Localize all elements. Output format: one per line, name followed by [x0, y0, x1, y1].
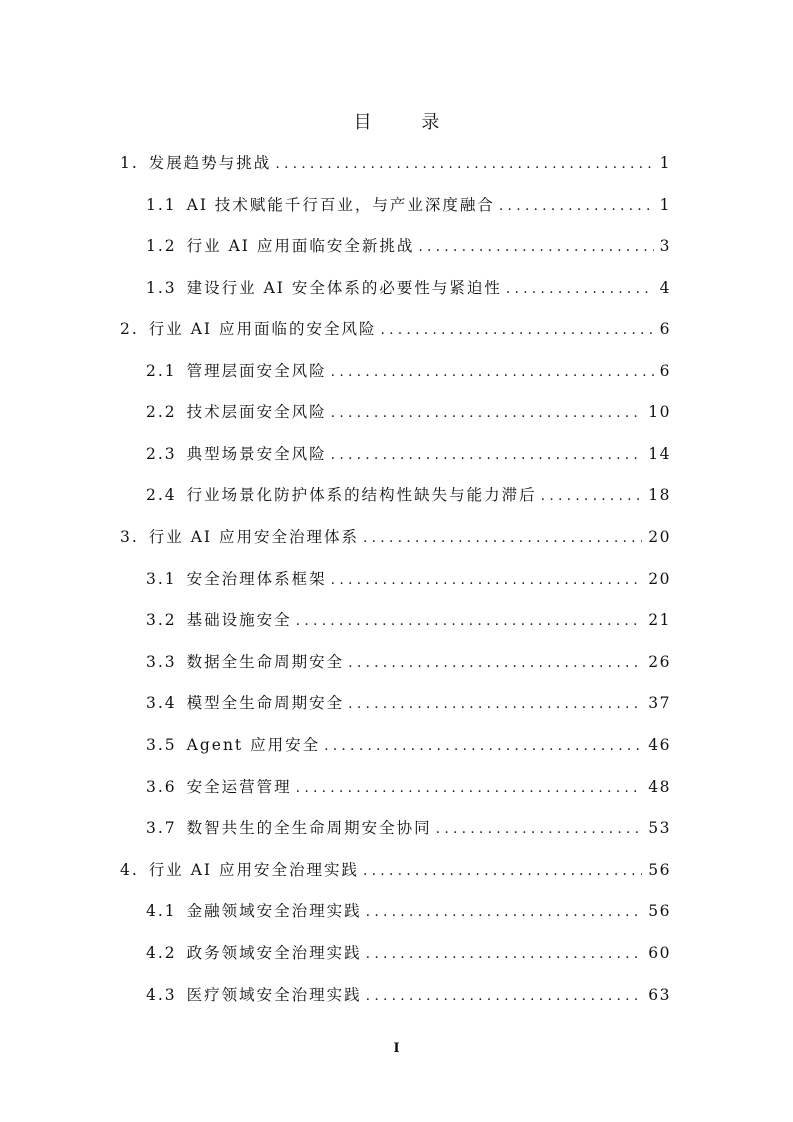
toc-entry-title: 数智共生的全生命周期安全协同 — [186, 819, 432, 837]
toc-entry-number: 2. — [120, 320, 139, 338]
toc-dot-leader — [436, 816, 643, 842]
toc-dot-leader — [324, 733, 642, 759]
toc-entry[interactable] — [146, 982, 671, 1008]
toc-entry-title: 行业 AI 应用面临安全新挑战 — [186, 237, 415, 255]
toc-entry-number: 4.2 — [146, 944, 177, 962]
toc-entry[interactable] — [146, 399, 671, 425]
toc-entry-title: 管理层面安全风险 — [186, 362, 327, 380]
toc-entry-title: 典型场景安全风险 — [186, 445, 327, 463]
toc-dot-leader — [506, 276, 654, 302]
toc-entry-number: 4. — [120, 861, 139, 879]
toc-entry[interactable] — [120, 524, 671, 550]
toc-entry[interactable] — [146, 940, 671, 966]
toc-entry[interactable] — [146, 774, 671, 800]
toc-dot-leader — [380, 317, 653, 343]
toc-entry-number: 4.3 — [146, 986, 177, 1004]
toc-entry-number: 2.4 — [146, 486, 177, 504]
toc-entry-page: 37 — [648, 694, 671, 712]
toc-entry-page: 3 — [659, 237, 671, 255]
toc-entry-number: 1. — [120, 154, 139, 172]
toc-entry-page: 26 — [648, 653, 671, 671]
toc-entry-page: 1 — [659, 196, 671, 214]
toc-entry-number: 1.1 — [146, 196, 177, 214]
toc-entry-page: 48 — [648, 778, 671, 796]
toc-entry-number: 3. — [120, 528, 139, 546]
toc-dot-leader — [331, 400, 643, 426]
toc-entry[interactable] — [146, 441, 671, 467]
toc-dot-leader — [331, 359, 654, 385]
toc-entry-page: 46 — [648, 736, 671, 754]
toc-entry[interactable] — [146, 898, 671, 924]
toc-dot-leader — [348, 650, 642, 676]
toc-dot-leader — [296, 608, 643, 634]
toc-dot-leader — [418, 234, 653, 260]
toc-entry[interactable] — [146, 607, 671, 633]
toc-entry-title: 数据全生命周期安全 — [186, 653, 345, 671]
toc-entry-number: 1.3 — [146, 279, 177, 297]
toc-entry-title: 建设行业 AI 安全体系的必要性与紧迫性 — [186, 279, 502, 297]
toc-entry-page: 53 — [648, 819, 671, 837]
toc-entry-title: 技术层面安全风险 — [186, 403, 327, 421]
toc-entry-title: 医疗领域安全治理实践 — [186, 986, 362, 1004]
toc-dot-leader — [348, 691, 642, 717]
toc-entry[interactable] — [146, 815, 671, 841]
toc-entry-number: 3.3 — [146, 653, 177, 671]
toc-entry[interactable] — [120, 316, 671, 342]
toc-dot-leader — [499, 193, 654, 219]
toc-dot-leader — [366, 899, 643, 925]
toc-entry-number: 3.5 — [146, 736, 177, 754]
toc-entry[interactable] — [146, 275, 671, 301]
toc-entry-number: 3.4 — [146, 694, 177, 712]
toc-entry-page: 1 — [659, 154, 671, 172]
toc-entry-page: 14 — [648, 445, 671, 463]
toc-entry-title: 行业 AI 应用安全治理体系 — [148, 528, 359, 546]
toc-entry-number: 3.1 — [146, 570, 177, 588]
toc-dot-leader — [331, 442, 643, 468]
toc-entry-number: 3.2 — [146, 611, 177, 629]
toc-entry-number: 2.3 — [146, 445, 177, 463]
toc-entry-title: 发展趋势与挑战 — [148, 154, 272, 172]
toc-entry[interactable] — [146, 649, 671, 675]
toc-entry-title: 安全治理体系框架 — [186, 570, 327, 588]
toc-entry-number: 3.7 — [146, 819, 177, 837]
toc-entry-title: 基础设施安全 — [186, 611, 292, 629]
toc-entry-number: 1.2 — [146, 237, 177, 255]
toc-entry-page: 18 — [648, 486, 671, 504]
toc-entry-page: 56 — [648, 902, 671, 920]
toc-entry-title: 模型全生命周期安全 — [186, 694, 345, 712]
toc-entry-title: 行业场景化防护体系的结构性缺失与能力滞后 — [186, 486, 537, 504]
toc-entry[interactable] — [146, 732, 671, 758]
toc-title: 目 录 — [353, 112, 462, 133]
toc-entry-title: 政务领域安全治理实践 — [186, 944, 362, 962]
toc-entry-number: 4.1 — [146, 902, 177, 920]
toc-entry-number: 3.6 — [146, 778, 177, 796]
toc-dot-leader — [331, 567, 643, 593]
toc-entry-title: 行业 AI 应用面临的安全风险 — [148, 320, 377, 338]
toc-entry[interactable] — [120, 857, 671, 883]
toc-dot-leader — [541, 483, 643, 509]
toc-dot-leader — [275, 151, 653, 177]
toc-entry-page: 56 — [648, 861, 671, 879]
toc-dot-leader — [366, 983, 643, 1009]
page-number-footer: I — [393, 1041, 400, 1056]
toc-entry-number: 2.2 — [146, 403, 177, 421]
toc-entry-page: 20 — [648, 528, 671, 546]
toc-entry-title: 安全运营管理 — [186, 778, 292, 796]
toc-entry[interactable] — [146, 482, 671, 508]
toc-entry-title: Agent 应用安全 — [186, 736, 321, 754]
toc-entry-page: 10 — [648, 403, 671, 421]
toc-entry-number: 2.1 — [146, 362, 177, 380]
toc-entry-page: 63 — [648, 986, 671, 1004]
toc-entry[interactable] — [146, 358, 671, 384]
toc-entry-title: AI 技术赋能千行百业，与产业深度融合 — [186, 196, 495, 214]
toc-entry-page: 21 — [648, 611, 671, 629]
toc-dot-leader — [366, 941, 643, 967]
toc-entry-title: 行业 AI 应用安全治理实践 — [148, 861, 359, 879]
toc-entry-page: 4 — [659, 279, 671, 297]
toc-entry[interactable] — [146, 192, 671, 218]
toc-entry-page: 60 — [648, 944, 671, 962]
toc-entry-page: 20 — [648, 570, 671, 588]
toc-entry[interactable] — [146, 690, 671, 716]
toc-entry[interactable] — [146, 566, 671, 592]
toc-dot-leader — [296, 775, 643, 801]
toc-entry[interactable] — [120, 150, 671, 176]
toc-entry-page: 6 — [659, 362, 671, 380]
toc-entry-page: 6 — [659, 320, 671, 338]
toc-entry[interactable] — [146, 233, 671, 259]
toc-entry-title: 金融领域安全治理实践 — [186, 902, 362, 920]
toc-dot-leader — [363, 525, 642, 551]
toc-dot-leader — [363, 858, 642, 884]
